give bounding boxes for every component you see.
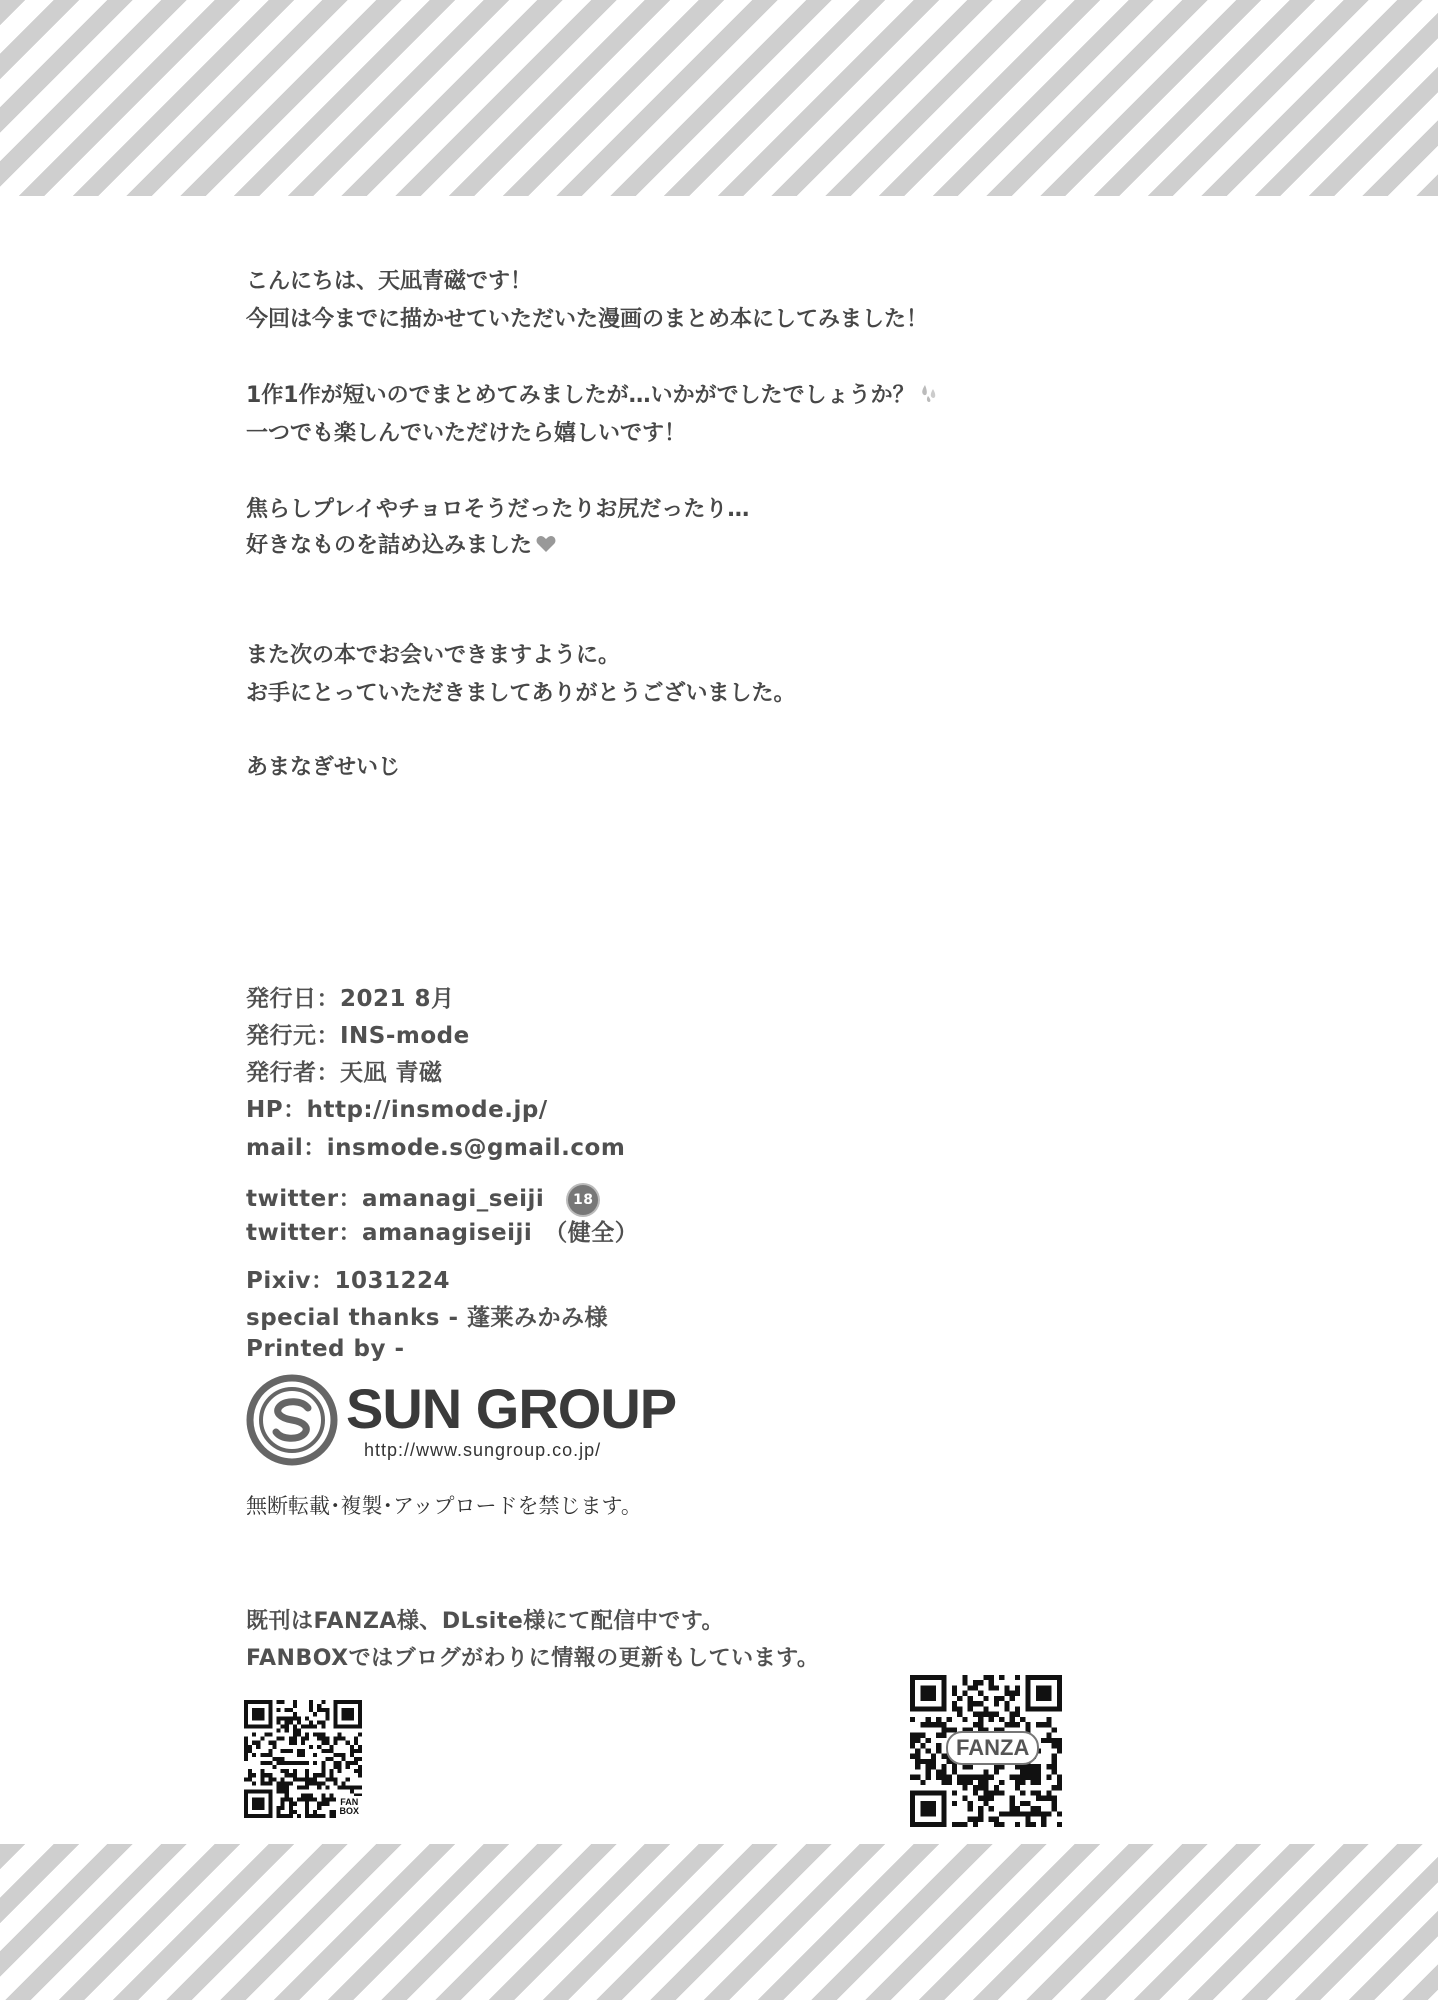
- printer-url[interactable]: http://www.sungroup.co.jp/: [364, 1440, 602, 1460]
- twitter-adult-handle: twitter：amanagi_seiji: [246, 1186, 545, 1212]
- r18-badge-icon: 18: [568, 1185, 598, 1215]
- message-line: また次の本でお会いできますように。: [246, 643, 621, 668]
- message-line: 一つでも楽しんでいただけたら嬉しいです！: [246, 421, 687, 446]
- signature: あまなぎせいじ: [246, 755, 401, 780]
- heart-icon: [536, 534, 556, 559]
- twitter-general[interactable]: twitter：amanagiseiji （健全）: [246, 1220, 639, 1246]
- publish-date: 発行日：2021 8月: [246, 986, 455, 1012]
- sweat-drop-icon: [919, 382, 941, 410]
- message-line: 今回は今までに描かせていただいた漫画のまとめ本にしてみました！: [246, 307, 929, 332]
- copyright-notice: 無断転載･複製･アップロードを禁じます。: [246, 1494, 642, 1518]
- message-line: 焦らしプレイやチョロそうだったりお尻だったり…: [246, 497, 750, 522]
- printed-by: Printed by -: [246, 1336, 405, 1362]
- top-stripe-band: [0, 0, 1438, 196]
- message-line-text: 1作1作が短いのでまとめてみましたが…いかがでしたでしょうか？: [246, 383, 915, 408]
- fanza-qr-code[interactable]: [910, 1675, 1062, 1827]
- sun-group-emblem-icon: [246, 1374, 338, 1466]
- publisher: 発行元：INS-mode: [246, 1023, 470, 1049]
- pixiv-id: Pixiv：1031224: [246, 1268, 450, 1294]
- message-line: [246, 378, 941, 410]
- fanbox-qr-code[interactable]: [244, 1700, 362, 1818]
- fanbox-label: FAN BOX: [336, 1796, 362, 1818]
- sun-group-logo: [246, 1374, 716, 1474]
- distribution-line-1: 既刊はFANZA様、DLsite様にて配信中です。: [246, 1609, 725, 1634]
- issuer: 発行者：天凪 青磁: [246, 1060, 443, 1086]
- printer-name: SUN GROUP: [346, 1377, 677, 1440]
- fanza-label: FANZA: [946, 1731, 1039, 1765]
- homepage-link[interactable]: HP：http://insmode.jp/: [246, 1097, 548, 1123]
- message-line: [246, 528, 556, 559]
- mail-link[interactable]: mail：insmode.s@gmail.com: [246, 1135, 626, 1161]
- message-line-text: 好きなものを詰め込みました: [246, 533, 533, 558]
- message-line: こんにちは、天凪青磁です！: [246, 269, 533, 294]
- bottom-stripe-band: [0, 1844, 1438, 2000]
- special-thanks: special thanks - 蓬莱みかみ様: [246, 1305, 608, 1331]
- twitter-adult[interactable]: [246, 1180, 598, 1215]
- distribution-line-2: FANBOXではブログがわりに情報の更新もしています。: [246, 1646, 820, 1671]
- message-line: お手にとっていただきましてありがとうございました。: [246, 681, 796, 706]
